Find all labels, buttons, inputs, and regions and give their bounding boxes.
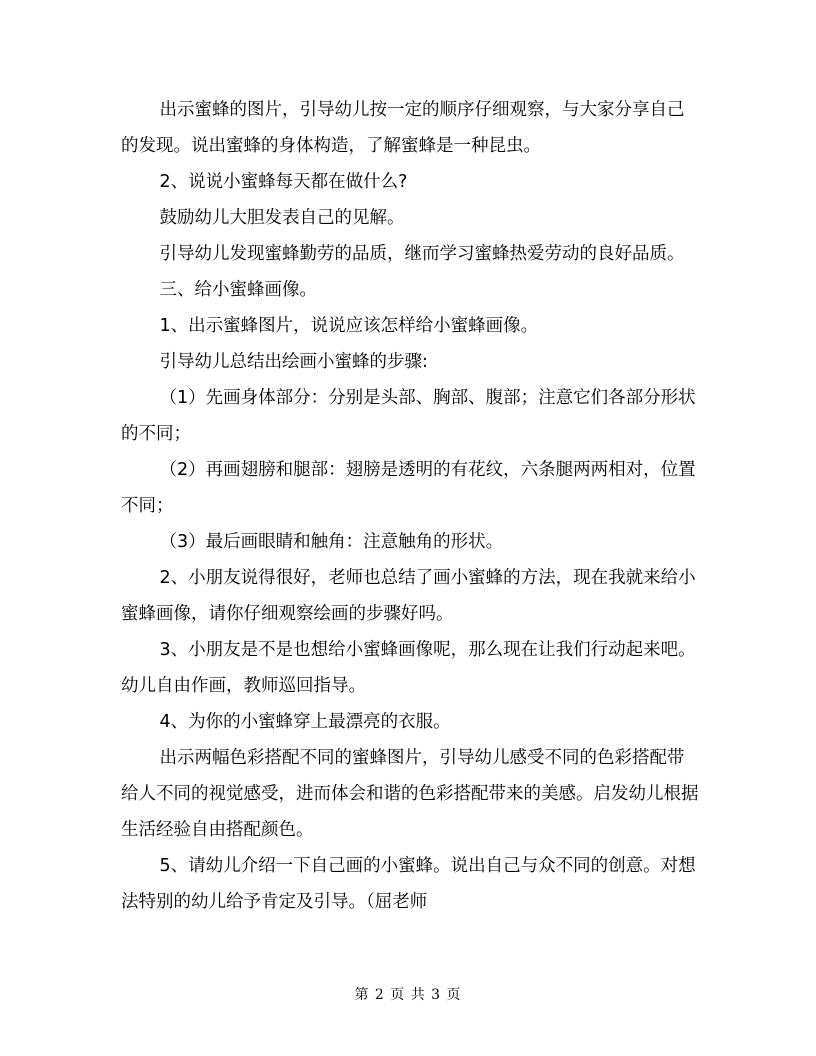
document-body bbox=[121, 92, 699, 920]
paragraph-4: 引导幼儿发现蜜蜂勤劳的品质，继而学习蜜蜂热爱劳动的良好品质。 bbox=[159, 244, 685, 264]
paragraph-7: 引导幼儿总结出绘画小蜜蜂的步骤: bbox=[159, 352, 428, 372]
paragraph-5: 三、给小蜜蜂画像。 bbox=[159, 280, 317, 300]
paragraph-8: （1）先画身体部分：分别是头部、胸部、腹部；注意它们各部分形状的不同； bbox=[121, 388, 696, 444]
paragraph-10: （3）最后画眼睛和触角：注意触角的形状。 bbox=[159, 532, 504, 552]
paragraph-14: 出示两幅色彩搭配不同的蜜蜂图片，引导幼儿感受不同的色彩搭配带给人不同的视觉感受，进而体会和谐的色彩搭配带来的美感。启发幼儿根据生活经验自由搭配颜色。 bbox=[121, 748, 699, 840]
paragraph-12: 3、小朋友是不是也想给小蜜蜂画像呢，那么现在让我们行动起来吧。幼儿自由作画，教师巡回指导。 bbox=[121, 640, 696, 696]
page-footer: 第 2 页 共 3 页 bbox=[354, 987, 462, 1003]
paragraph-11: 2、小朋友说得很好，老师也总结了画小蜜蜂的方法，现在我就来给小蜜蜂画像，请你仔细观察绘画的步骤好吗。 bbox=[121, 568, 696, 624]
paragraph-13: 4、为你的小蜜蜂穿上最漂亮的衣服。 bbox=[159, 712, 451, 732]
paragraph-15: 5、请幼儿介绍一下自己画的小蜜蜂。说出自己与众不同的创意。对想法特别的幼儿给予肯定及引导。（屈老师 bbox=[121, 856, 696, 912]
paragraph-9: （2）再画翅膀和腿部：翅膀是透明的有花纹，六条腿两两相对，位置不同； bbox=[121, 460, 696, 516]
paragraph-2: 2、说说小蜜蜂每天都在做什么? bbox=[159, 172, 408, 192]
paragraph-6: 1、出示蜜蜂图片，说说应该怎样给小蜜蜂画像。 bbox=[159, 316, 539, 336]
paragraph-3: 鼓励幼儿大胆发表自己的见解。 bbox=[159, 208, 405, 228]
paragraph-1: 出示蜜蜂的图片，引导幼儿按一定的顺序仔细观察，与大家分享自己的发现。说出蜜蜂的身体构造，了解蜜蜂是一种昆虫。 bbox=[121, 100, 685, 156]
